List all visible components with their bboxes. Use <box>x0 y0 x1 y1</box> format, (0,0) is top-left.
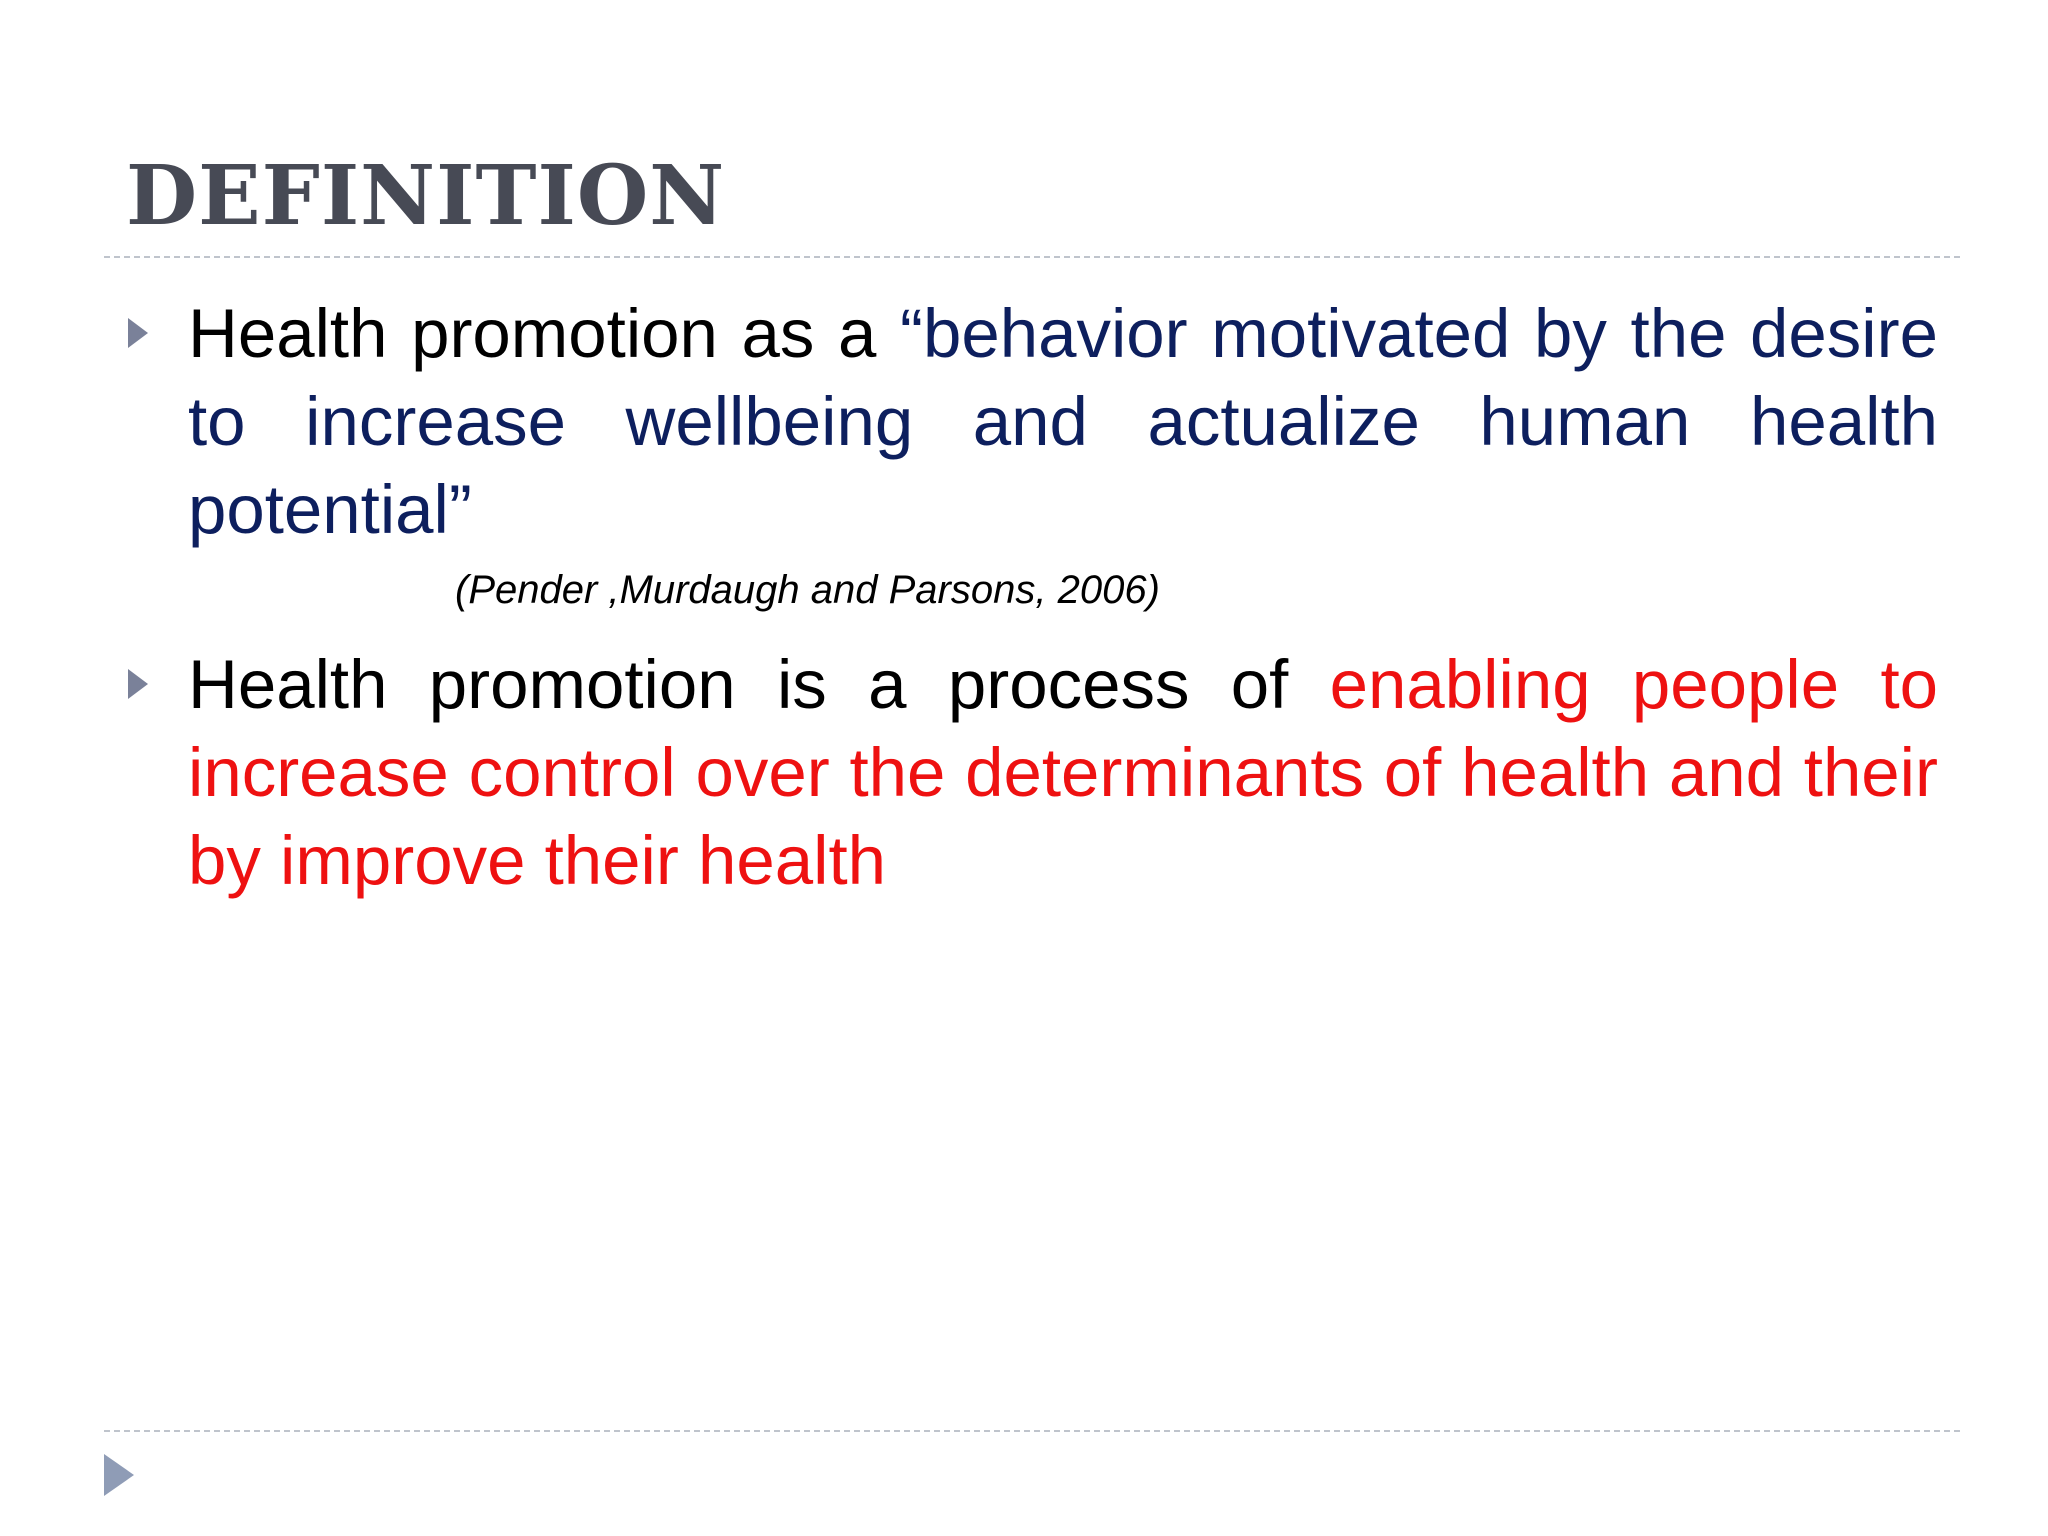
slide-title: DEFINITION <box>126 148 726 244</box>
bullet-quote-text: “behavior motivated by the desire to increase wellbeing and actualize human health potential” <box>188 295 1938 548</box>
bullet-definition-pender <box>188 290 1938 554</box>
bullet-lead-text: Health promotion as a <box>188 295 900 372</box>
bullet-definition-process <box>188 641 1938 905</box>
citation: (Pender ,Murdaugh and Parsons, 2006) <box>455 568 1160 612</box>
triangle-right-icon <box>128 669 148 699</box>
bullet-lead-text: Health promotion is a process of <box>188 646 1330 723</box>
bullet-emphasis-text: enabling people to increase control over the determinants of health and their by improve their health <box>188 646 1939 899</box>
next-slide-arrow-icon[interactable] <box>104 1454 134 1496</box>
title-divider <box>104 256 1960 258</box>
triangle-right-icon <box>128 318 148 348</box>
footer-divider <box>104 1430 1960 1432</box>
